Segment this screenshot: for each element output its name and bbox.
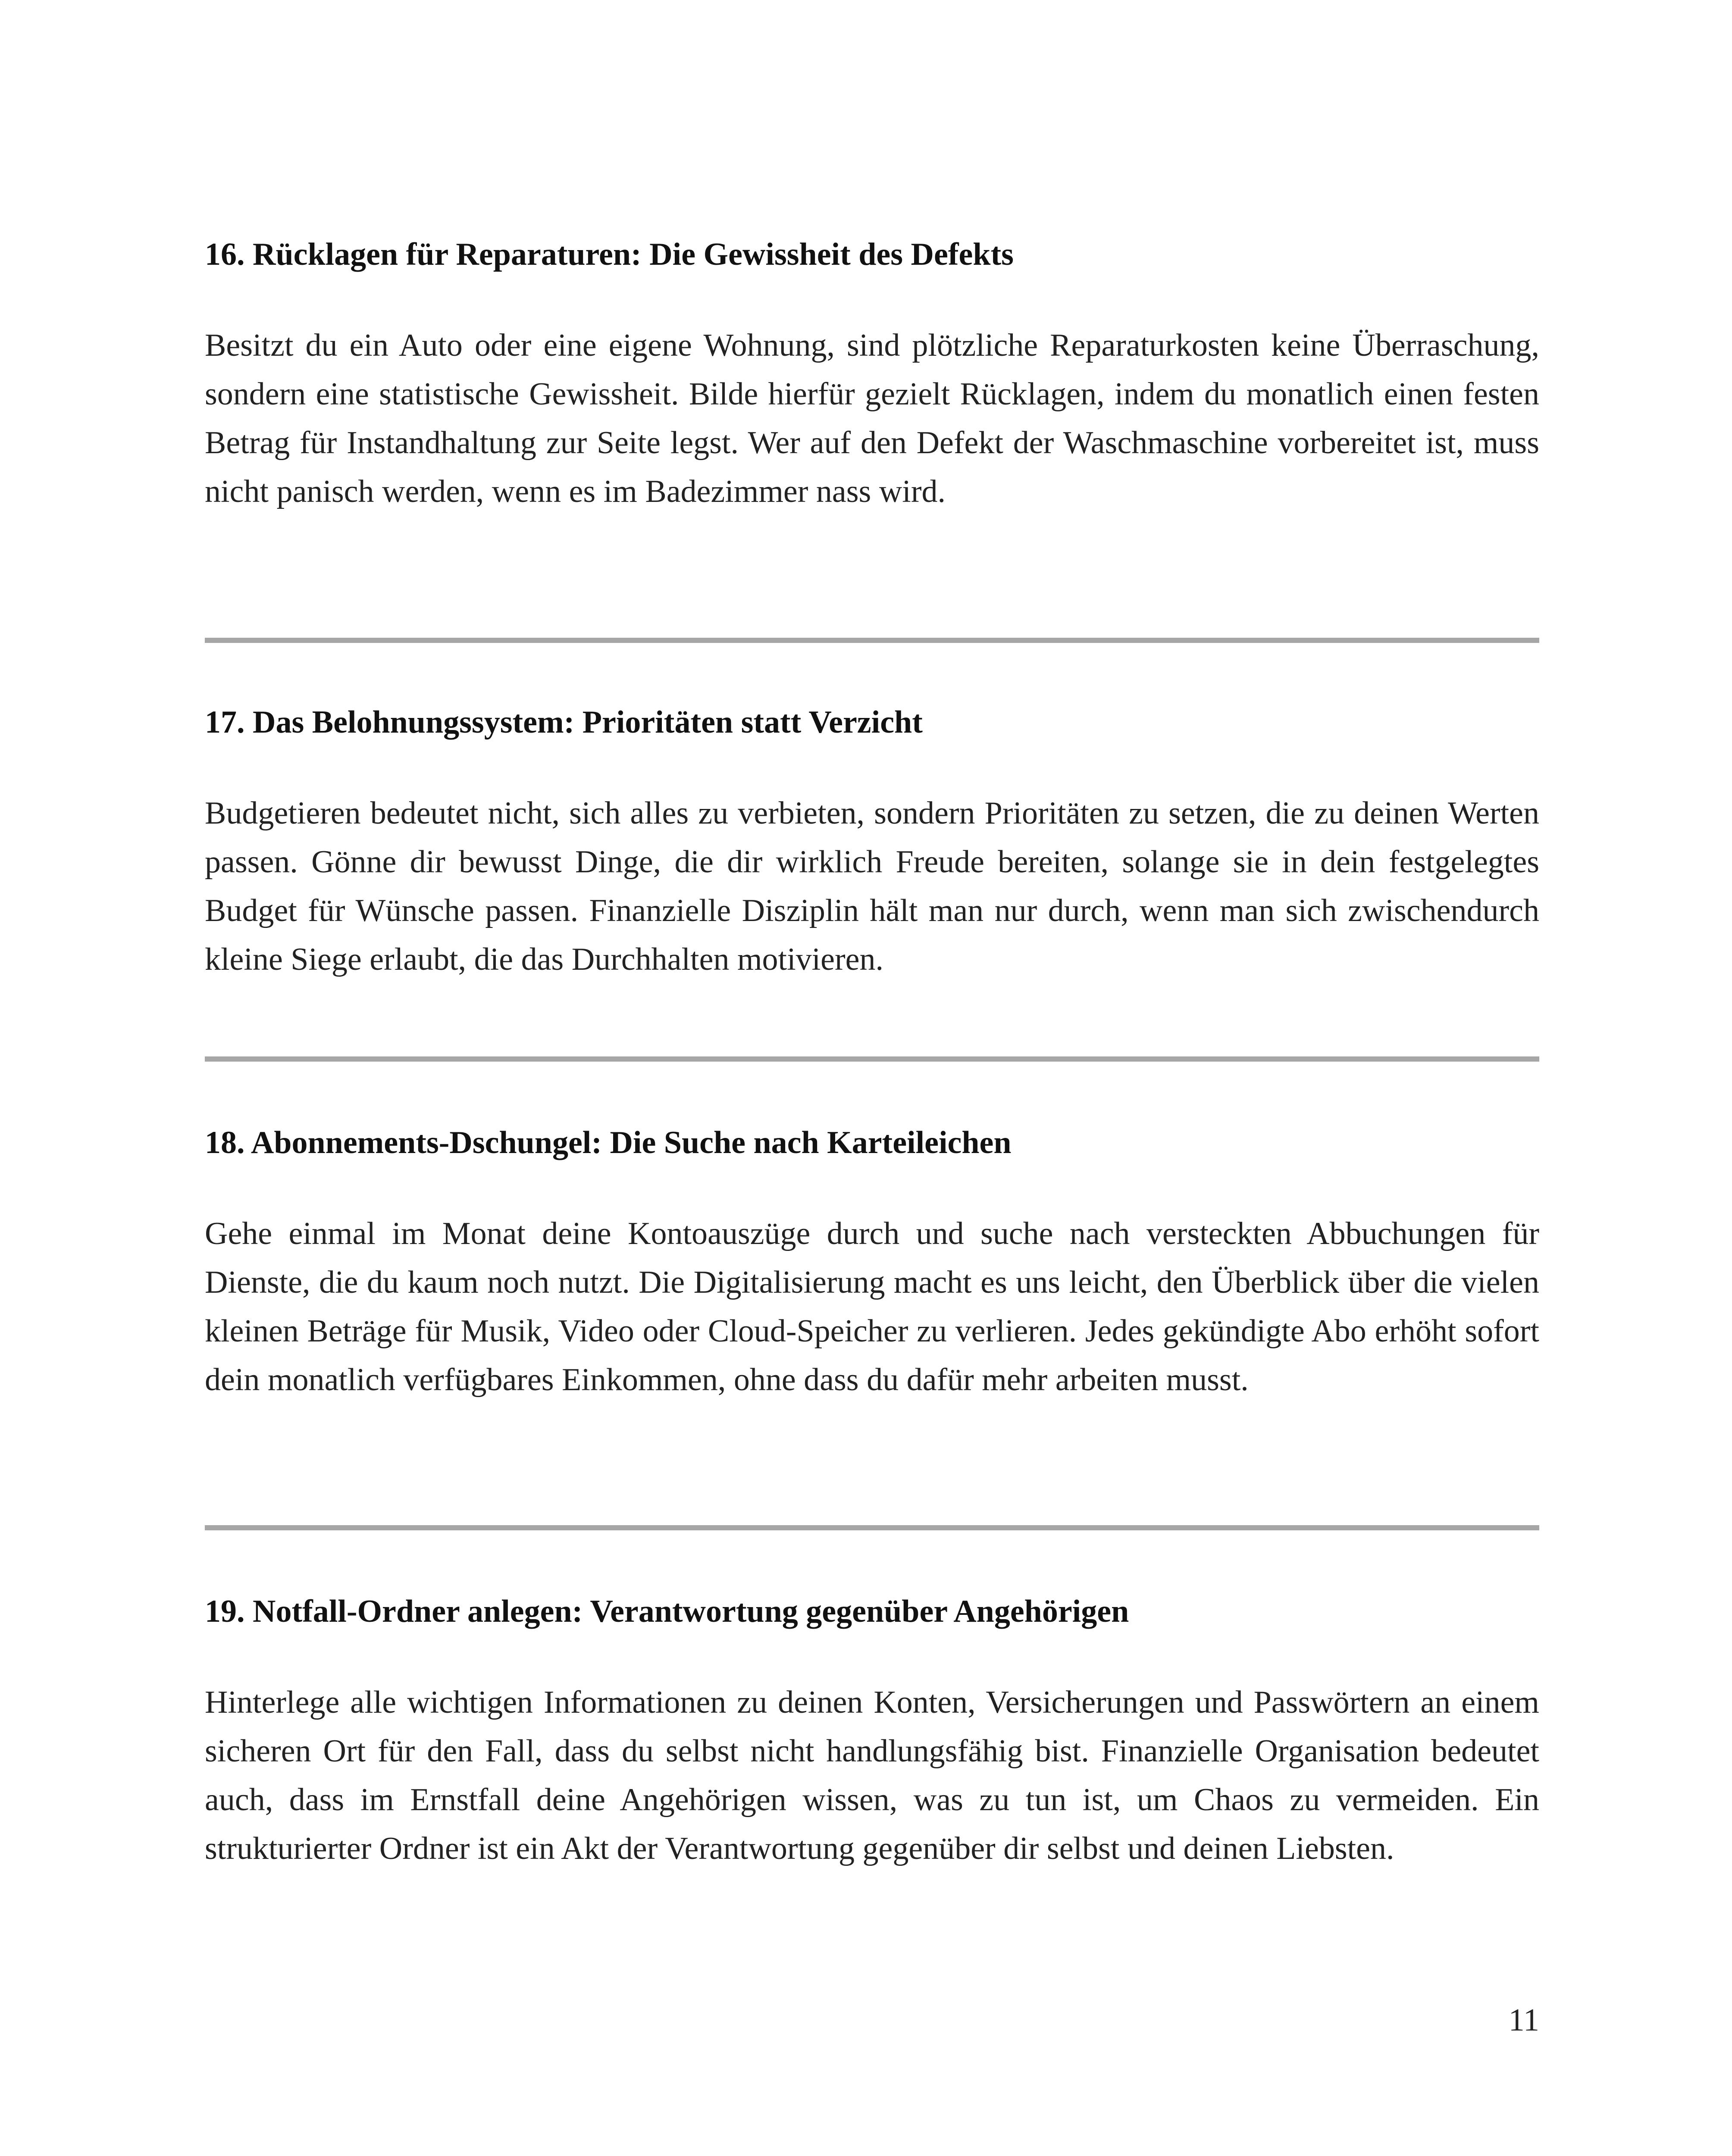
section-heading: 17. Das Belohnungssystem: Prioritäten statt Verzicht: [205, 705, 923, 740]
section-heading: 18. Abonnements-Dschungel: Die Suche nach Karteileichen: [205, 1125, 1012, 1160]
section-body: Budgetieren bedeutet nicht, sich alles zu verbieten, sondern Prioritäten zu setzen, die zu deinen Werten passen. Gönne dir bewusst Dinge, die dir wirklich Freude bereiten, solange sie in dein festgelegtes Budget für Wünsche passen. Finanzielle Disziplin hält man nur durch, wenn man sich zwischendurch kleine Siege erlaubt, die das Durchhalten motivieren.: [205, 796, 1539, 977]
section-divider: [205, 638, 1539, 643]
section-18: [205, 1123, 1539, 1404]
section-divider: [205, 1056, 1539, 1062]
section-16: [205, 235, 1539, 516]
section-heading: 16. Rücklagen für Reparaturen: Die Gewissheit des Defekts: [205, 237, 1014, 272]
section-divider: [205, 1525, 1539, 1530]
page-number: 11: [1508, 2002, 1539, 2038]
section-body: Gehe einmal im Monat deine Kontoauszüge durch und suche nach versteckten Abbuchungen für Dienste, die du kaum noch nutzt. Die Digitalisierung macht es uns leicht, den Überblick über die vielen kleinen Beträge für Musik, Video oder Cloud-Speicher zu verlieren. Jedes gekündigte Abo erhöht sofort dein monatlich verfügbares Einkommen, ohne dass du dafür mehr arbeiten musst.: [205, 1216, 1539, 1398]
section-body: Besitzt du ein Auto oder eine eigene Wohnung, sind plötzliche Reparaturkosten keine Überraschung, sondern eine statistische Gewissheit. Bilde hierfür gezielt Rücklagen, indem du monatlich einen festen Betrag für Instandhaltung zur Seite legst. Wer auf den Defekt der Waschmaschine vorbereitet ist, muss nicht panisch werden, wenn es im Badezimmer nass wird.: [205, 328, 1539, 509]
section-19: [205, 1592, 1539, 1873]
section-body: Hinterlege alle wichtigen Informationen zu deinen Konten, Versicherungen und Passwörtern an einem sicheren Ort für den Fall, dass du selbst nicht handlungsfähig bist. Finanzielle Organisation bedeutet auch, dass im Ernstfall deine Angehörigen wissen, was zu tun ist, um Chaos zu vermeiden. Ein strukturierter Ordner ist ein Akt der Verantwortung gegenüber dir selbst und deinen Liebsten.: [205, 1685, 1539, 1866]
section-heading: 19. Notfall-Ordner anlegen: Verantwortung gegenüber Angehörigen: [205, 1594, 1129, 1629]
section-17: [205, 703, 1539, 984]
